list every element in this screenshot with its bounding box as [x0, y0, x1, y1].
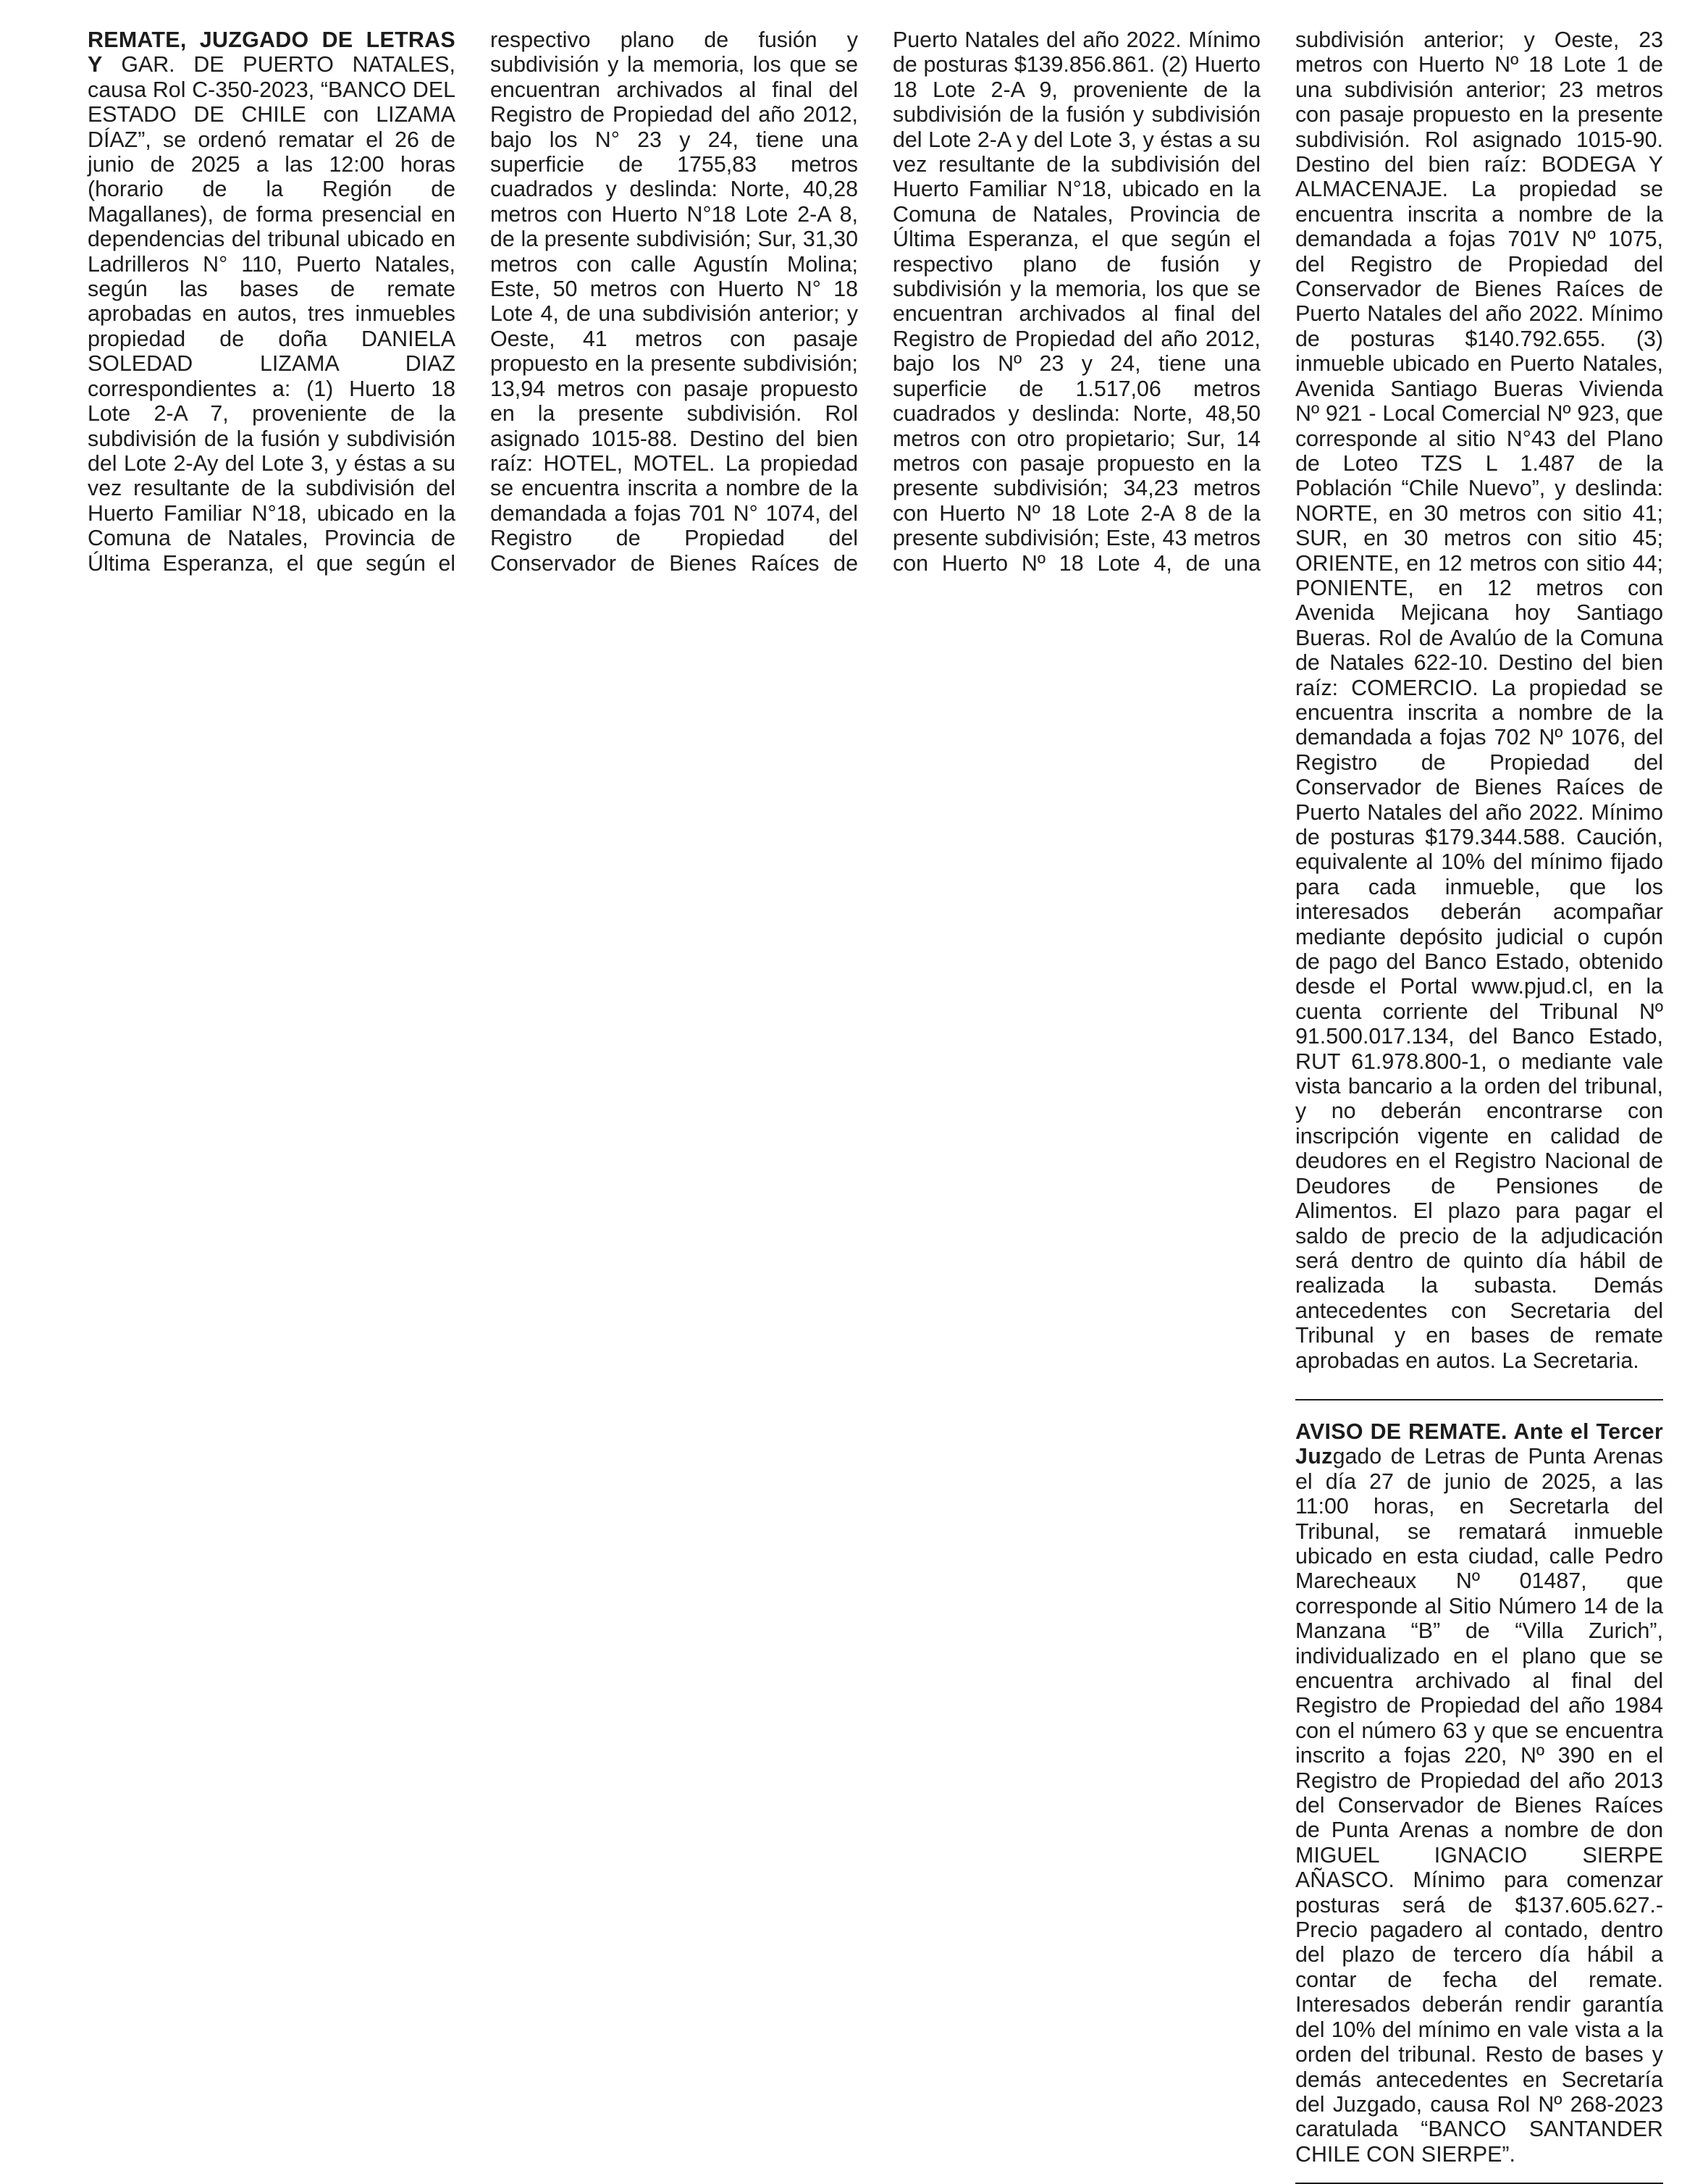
- column-3: [893, 28, 1261, 576]
- notice-body-aviso-remate: gado de Letras de Punta Arenas el día 27 de junio de 2025, a las 11:00 horas, en Secretarla del Tribunal, se rematará inmueble ubicado en esta ciudad, calle Pedro Marecheaux Nº 01487, que corresponde al Sitio Número 14 de la Manzana “B” de “Villa Zurich”, individualizado en el plano que se encuentra archivado al final del Registro de Propiedad del año 1984 con el número 63 y que se encuentra inscrito a fojas 220, Nº 390 en el Registro de Propiedad del año 2013 del Conservador de Bienes Raíces de Punta Arenas a nombre de don MIGUEL IGNACIO SIERPE AÑASCO. Mínimo para comenzar posturas será de $137.605.627.- Precio pagadero al contado, dentro del plazo de tercero día hábil a contar de fecha del remate. Interesados deberán rendir garantía del 10% del mínimo en vale vista a la orden del tribunal. Resto de bases y demás antecedentes en Secretaría del Juzgado, causa Rol Nº 268-2023 caratulada “BANCO SANTANDER CHILE CON SIERPE”.: [1295, 1444, 1663, 2167]
- notice-body-remate-natales: GAR. DE PUERTO NATALES, causa Rol C-350-2023, “BANCO DEL ESTADO DE CHILE con LIZAMA DÍAZ”, se ordenó rematar el 26 de junio de 2025 a las 12:00 horas (horario de la Región de Magallanes), de forma presencial en dependencias del tribunal ubicado en Ladrilleros N° 110, Puerto Natales, según las bases de remate aprobadas en autos, tres inmuebles propiedad de doña DANIELA SOLEDAD LIZAMA DIAZ correspondientes a: (1) Huerto 18 Lote 2-A 7, proveniente de la subdivisión de la fusión y subdivisión del Lote 2-Ay del Lote 3, y éstas a su vez resultante de la subdivisión del Huerto Familiar N°18, ubicado en la Comuna de Natales, Provincia de Última Esperanza, el que según el: [88, 52, 455, 576]
- notice-remate-natales: [88, 28, 455, 576]
- column-1: [88, 28, 455, 576]
- notice-heading-aviso-remate: AVISO DE REMATE. Ante el Tercer Juz: [1295, 1419, 1663, 1469]
- notice-continuation: subdivisión anterior; y Oeste, 23 metros con Huerto Nº 18 Lote 1 de una subdivisión anterior; 23 metros con pasaje propuesto en la presente subdivisión. Rol asignado 1015-90. Destino del bien raíz: BODEGA Y ALMACENAJE. La propiedad se encuentra inscrita a nombre de la demandada a fojas 701V Nº 1075, del Registro de Propiedad del Conservador de Bienes Raíces de Puerto Natales del año 2022. Mínimo de posturas $140.792.655. (3) inmueble ubicado en Puerto Natales, Avenida Santiago Bueras Vivienda Nº 921 - Local Comercial Nº 923, que corresponde al sitio N°43 del Plano de Loteo TZS L 1.487 de la Población “Chile Nuevo”, y deslinda: NORTE, en 30 metros con sitio 41; SUR, en 30 metros con sitio 45; ORIENTE, en 12 metros con sitio 44; PONIENTE, en 12 metros con Avenida Mejicana hoy Santiago Bueras. Rol de Avalúo de la Comuna de Natales 622-10. Destino del bien raíz: COMERCIO. La propiedad se encuentra inscrita a nombre de la demandada a fojas 702 Nº 1076, del Registro de Propiedad del Conservador de Bienes Raíces de Puerto Natales del año 2022. Mínimo de posturas $179.344.588. Caución, equivalente al 10% del mínimo fijado para cada inmueble, que los interesados deberán acompañar mediante depósito judicial o cupón de pago del Banco Estado, obtenido desde el Portal www.pjud.cl, en la cuenta corriente del Tribunal Nº 91.500.017.134, del Banco Estado, RUT 61.978.800-1, o mediante vale vista bancario a la orden del tribunal, y no deberán encontrarse con inscripción vigente en calidad de deudores en el Registro Nacional de Deudores de Pensiones de Alimentos. El plazo para pagar el saldo de precio de la adjudicación será dentro de quinto día hábil de realizada la subasta. Demás antecedentes con Secretaria del Tribunal y en bases de remate aprobadas en autos. La Secretaria.: [1295, 28, 1663, 1373]
- notice-continuation: Puerto Natales del año 2022. Mínimo de posturas $139.856.861. (2) Huerto 18 Lote 2-A 9, proveniente de la subdivisión de la fusión y subdivisión del Lote 2-A y del Lote 3, y éstas a su vez resultante de la subdivisión del Huerto Familiar N°18, ubicado en la Comuna de Natales, Provincia de Última Esperanza, el que según el respectivo plano de fusión y subdivisión y la memoria, los que se encuentran archivados al final del Registro de Propiedad del año 2012, bajo los Nº 23 y 24, tiene una superficie de 1.517,06 metros cuadrados y deslinda: Norte, 48,50 metros con otro propietario; Sur, 14 metros con pasaje propuesto en la presente subdivisión; 34,23 metros con Huerto Nº 18 Lote 2-A 8 de la presente subdivisión; Este, 43 metros con Huerto Nº 18 Lote 4, de una: [893, 28, 1261, 576]
- notice-aviso-remate-punta-arenas: [1295, 1419, 1663, 2167]
- notice-continuation: respectivo plano de fusión y subdivisión y la memoria, los que se encuentran archivados al final del Registro de Propiedad del año 2012, bajo los N° 23 y 24, tiene una superficie de 1755,83 metros cuadrados y deslinda: Norte, 40,28 metros con Huerto N°18 Lote 2-A 8, de la presente subdivisión; Sur, 31,30 metros con calle Agustín Molina; Este, 50 metros con Huerto N° 18 Lote 4, de una subdivisión anterior; y Oeste, 41 metros con pasaje propuesto en la presente subdivisión; 13,94 metros con pasaje propuesto en la presente subdivisión. Rol asignado 1015-88. Destino del bien raíz: HOTEL, MOTEL. La propiedad se encuentra inscrita a nombre de la demandada a fojas 701 N° 1074, del Registro de Propiedad del Conservador de Bienes Raíces de: [490, 28, 858, 576]
- column-4: [1295, 28, 1663, 2184]
- column-2: [490, 28, 858, 576]
- notice-separator-rule: [1295, 1399, 1663, 1400]
- notice-heading-remate-natales: REMATE, JUZGADO DE LETRAS Y: [88, 28, 455, 77]
